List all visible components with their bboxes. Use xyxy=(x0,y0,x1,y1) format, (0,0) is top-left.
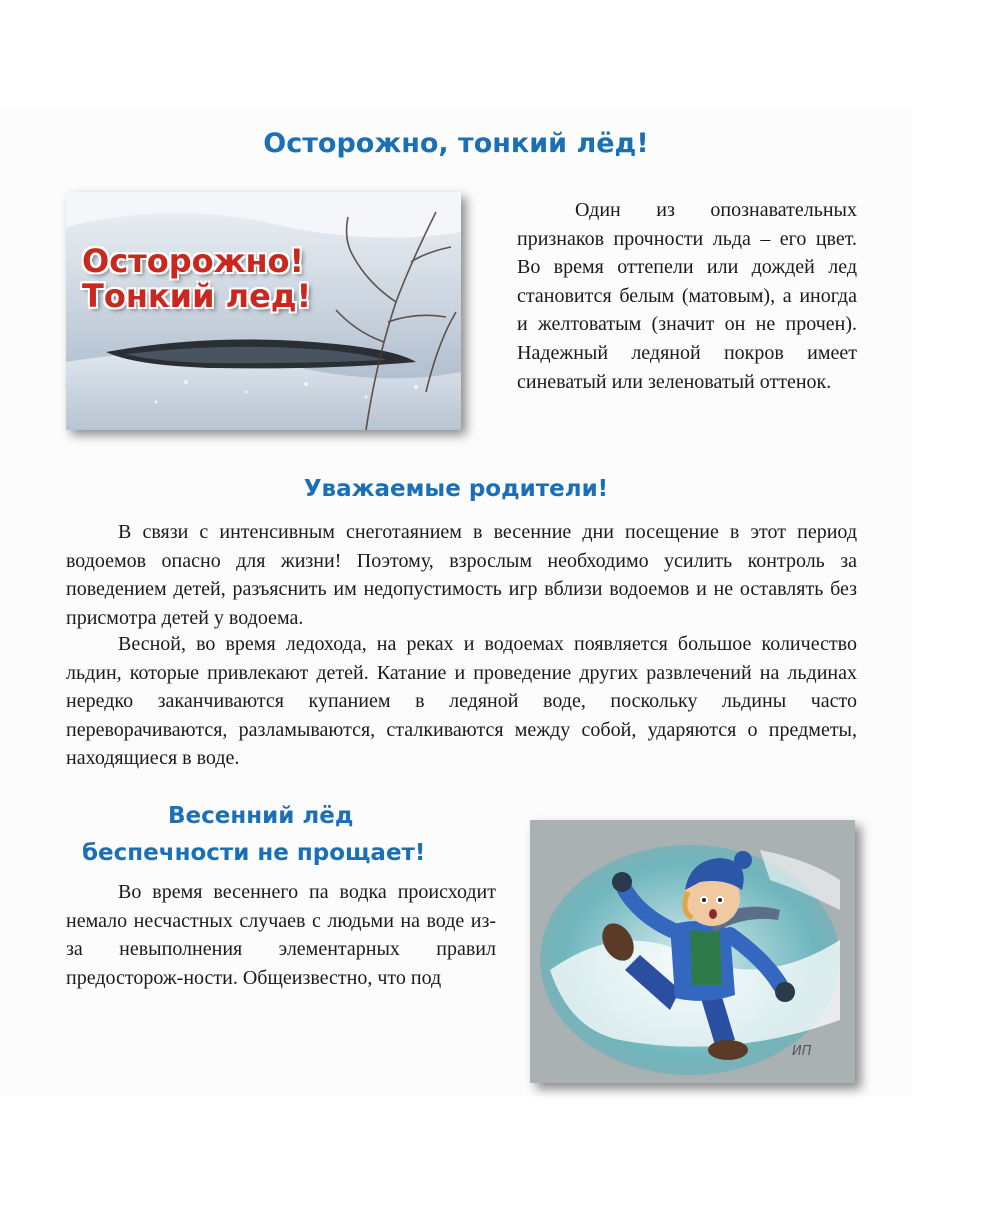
page-title: Осторожно, тонкий лёд! xyxy=(263,128,649,159)
parents-heading: Уважаемые родители! xyxy=(303,476,609,502)
document-page xyxy=(0,108,912,1096)
ice-color-paragraph: Один из опознавательных признаков прочности льда – его цвет. Во время оттепели или дождей лед становится белым (матовым), а иногда и желтоватым (значит он не прочен). Надежный ледяной покров имеет синеватый или зеленоватый оттенок. xyxy=(517,199,857,393)
parents-paragraph: В связи с интенсивным снеготаянием в весенние дни посещение в этот период водоемов опасно для жизни! Поэтому, взрослым необходимо усилить контроль за поведением детей, разъяснить им недопустимость игр вблизи водоемов и не оставлять без присмотра детей у водоема. xyxy=(66,521,857,629)
spring-ice-paragraph: Весной, во время ледохода, на реках и водоемах появляется большое количество льдин, которые привлекают детей. Катание и проведение других развлечений на льдинах нередко заканчиваются купанием в ледяной воде, поскольку льдины часто переворачиваются, разламываются, сталкиваются между собой, ударяются о предметы, находящиеся в воде. xyxy=(66,633,857,770)
slipping-child-picture xyxy=(530,820,855,1083)
sign-line-1: Осторожно! xyxy=(82,242,305,280)
spring-heading-line-2: беспечности не прощает! xyxy=(82,840,426,866)
child-slipping-illustration xyxy=(530,820,855,1083)
flood-paragraph: Во время весеннего па водка происходит немало несчастных случаев с людьми на воде из-за невыполнения элементарных правил предосторож-ности. Общеизвестно, что под xyxy=(66,881,496,989)
thin-ice-picture xyxy=(66,192,461,430)
spring-heading-line-1: Весенний лёд xyxy=(168,803,354,829)
warning-sign-text xyxy=(82,244,311,314)
artist-signature: ИП xyxy=(792,1044,812,1059)
sign-line-2: Тонкий лед! xyxy=(82,277,312,315)
